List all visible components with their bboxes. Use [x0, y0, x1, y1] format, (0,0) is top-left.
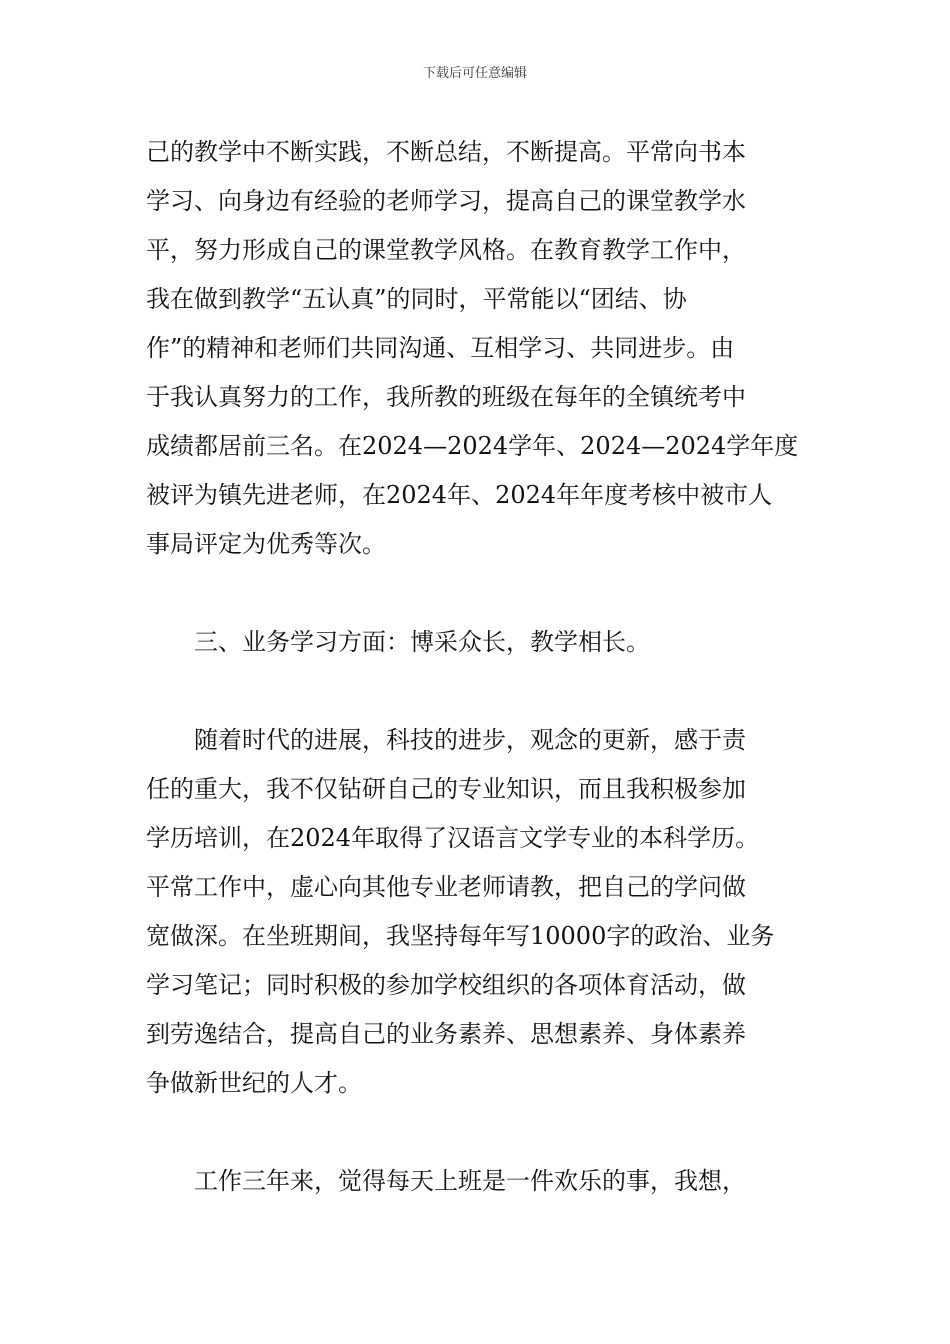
paragraph-professional-development	[146, 716, 810, 1108]
text-line: 任的重大，我不仅钻研自己的专业知识，而且我积极参加	[146, 775, 746, 803]
text-line: 作”的精神和老师们共同沟通、互相学习、共同进步。由	[146, 334, 735, 362]
text-line: 学习笔记；同时积极的参加学校组织的各项体育活动，做	[146, 971, 746, 999]
text-line: 学习、向身边有经验的老师学习，提高自己的课堂教学水	[146, 187, 746, 215]
paragraph-reflection	[146, 1157, 810, 1206]
paragraph-gap	[146, 1108, 810, 1157]
paragraph-teaching-practice	[146, 128, 810, 569]
heading-line: 三、业务学习方面：博采众长，教学相长。	[194, 628, 650, 656]
text-line: 于我认真努力的工作，我所教的班级在每年的全镇统考中	[146, 383, 746, 411]
text-line: 学历培训，在2024年取得了汉语言文学专业的本科学历。	[146, 824, 760, 852]
text-line: 平，努力形成自己的课堂教学风格。在教育教学工作中，	[146, 236, 746, 264]
text-line: 争做新世纪的人才。	[146, 1069, 362, 1097]
text-line: 被评为镇先进老师，在2024年、2024年年度考核中被市人	[146, 481, 773, 509]
paragraph-gap	[146, 569, 810, 618]
text-line: 平常工作中，虚心向其他专业老师请教，把自己的学问做	[146, 873, 746, 901]
text-line: 我在做到教学“五认真”的同时，平常能以“团结、协	[146, 285, 687, 313]
page-header: 下载后可任意编辑	[422, 66, 527, 81]
text-line: 宽做深。在坐班期间，我坚持每年写10000字的政治、业务	[146, 922, 775, 950]
text-line: 到劳逸结合，提高自己的业务素养、思想素养、身体素养	[146, 1020, 746, 1048]
paragraph-gap	[146, 667, 810, 716]
document-body	[146, 128, 810, 1206]
text-line: 成绩都居前三名。在2024—2024学年、2024—2024学年度	[146, 432, 799, 460]
section-heading-business-study	[146, 618, 810, 667]
text-line: 工作三年来，觉得每天上班是一件欢乐的事，我想，	[194, 1167, 746, 1195]
text-line: 随着时代的进展，科技的进步，观念的更新，感于责	[194, 726, 746, 754]
text-line: 事局评定为优秀等次。	[146, 530, 386, 558]
text-line: 己的教学中不断实践，不断总结，不断提高。平常向书本	[146, 138, 746, 166]
